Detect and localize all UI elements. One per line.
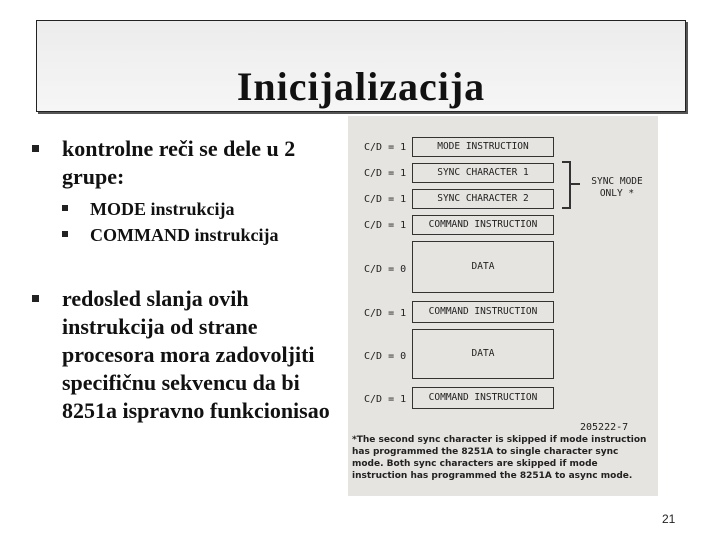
slide-title: Inicijalizacija (236, 64, 486, 109)
page-number: 21 (662, 512, 676, 526)
cd-label: C/D = 0 (364, 351, 407, 362)
cd-label: C/D = 1 (364, 142, 407, 153)
cd-label: C/D = 0 (364, 264, 407, 275)
sequence-cell: SYNC CHARACTER 1 (412, 163, 554, 183)
cd-label: C/D = 1 (364, 220, 407, 231)
sequence-cell: DATA (412, 329, 554, 379)
bullet-text-1: kontrolne reči se dele u 2 grupe: (62, 136, 296, 189)
diagram-footnote: *The second sync character is skipped if mode instruction has programmed the 8251A to single character sync mode. Both sync characters are skipped if mode instruction has programmed the 8251A to async mode. (352, 435, 647, 481)
cd-label: C/D = 1 (364, 394, 407, 405)
bullet-square-icon (62, 231, 68, 237)
cd-label: C/D = 1 (364, 308, 407, 319)
figure-id: 205222-7 (580, 422, 629, 433)
sequence-cell: COMMAND INSTRUCTION (412, 215, 554, 235)
sequence-cell: MODE INSTRUCTION (412, 137, 554, 157)
initialization-sequence-diagram (348, 116, 658, 496)
title-box (36, 20, 686, 112)
bullet-square-icon (32, 295, 39, 302)
bullet-text-2: redosled slanja ovih instrukcija od strane procesora mora zadovoljiti specifičnu sekvencu da bi 8251a ispravno funkcionisao (62, 286, 330, 423)
sub-bullet-text-2: COMMAND instrukcija (90, 225, 279, 245)
bullet-square-icon (32, 145, 39, 152)
sequence-cell: COMMAND INSTRUCTION (412, 301, 554, 323)
cd-label: C/D = 1 (364, 168, 407, 179)
brace-icon (560, 160, 584, 212)
bullet-square-icon (62, 205, 68, 211)
sub-bullet-text-1: MODE instrukcija (90, 199, 235, 219)
sequence-cell: SYNC CHARACTER 2 (412, 189, 554, 209)
sequence-cell: COMMAND INSTRUCTION (412, 387, 554, 409)
sequence-cell: DATA (412, 241, 554, 293)
cd-label: C/D = 1 (364, 194, 407, 205)
sync-mode-note: SYNC MODE ONLY * (591, 176, 643, 199)
